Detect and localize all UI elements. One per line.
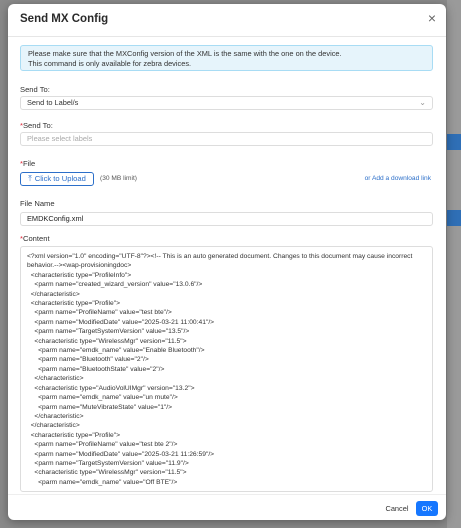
content-line: <parm name="ProfileName" value="test bte 2"/> — [27, 441, 178, 449]
backdrop-button — [447, 134, 461, 150]
send-to-labels-label-text: Send To: — [22, 121, 53, 130]
content-label: *Content — [20, 234, 50, 243]
send-mx-config-dialog — [8, 4, 446, 520]
backdrop-button — [447, 210, 461, 226]
upload-icon: ⤒ — [28, 174, 32, 183]
file-name-label: File Name — [20, 199, 55, 208]
content-line: <parm name="emdk_name" value="un mute"/> — [27, 394, 178, 402]
info-line-2: This command is only available for zebra devices. — [28, 59, 192, 68]
add-download-link[interactable]: or Add a download link — [364, 175, 431, 182]
upload-button[interactable] — [20, 172, 94, 186]
content-label-text: Content — [22, 234, 50, 243]
dialog-title: Send MX Config — [20, 13, 109, 25]
send-to-label: Send To: — [20, 85, 50, 94]
content-line: <?xml version="1.0" encoding="UTF-8"?><!-- This is an auto generated document. Changes to this document may cause incorrect — [27, 253, 413, 260]
content-line: </characteristic> — [27, 375, 84, 383]
info-alert — [20, 45, 433, 71]
content-line: <parm name="ModifiedDate" value="2025-03-21 11:00:41"/> — [27, 318, 215, 326]
file-name-input[interactable]: EMDKConfig.xml — [20, 212, 433, 226]
upload-limit: (30 MB limit) — [100, 175, 137, 182]
file-label: *File — [20, 159, 36, 168]
content-textarea[interactable] — [20, 246, 433, 492]
content-line: <characteristic type="Profile"> — [27, 431, 121, 439]
content-line: </characteristic> — [27, 412, 84, 420]
content-line: </characteristic> — [27, 290, 80, 298]
content-line: <characteristic type="WirelessMgr" version="11.5"> — [27, 469, 187, 477]
content-line: <characteristic type="AudioVolUIMgr" version="13.2"> — [27, 384, 195, 392]
send-to-labels-label: *Send To: — [20, 121, 53, 130]
cancel-button[interactable]: Cancel — [382, 501, 412, 516]
file-label-text: File — [22, 159, 36, 168]
send-to-select[interactable] — [20, 96, 433, 110]
content-line: <parm name="TargetSystemVersion" value="11.9"/> — [27, 459, 189, 467]
content-line: <parm name="TargetSystemVersion" value="13.5"/> — [27, 328, 190, 336]
close-icon[interactable]: × — [427, 10, 436, 26]
send-to-value: Send to Label/s — [27, 98, 79, 107]
content-line: <parm name="Bluetooth" value="2"/> — [27, 356, 149, 364]
labels-select[interactable] — [20, 132, 433, 146]
dialog-header — [8, 4, 446, 37]
content-line: <parm name="emdk_name" value="Enable Bluetooth"/> — [27, 347, 205, 355]
content-line: <parm name="ModifiedDate" value="2025-03-21 11:26:59"/> — [27, 450, 215, 458]
content-line: <parm name="ProfileName" value="test bte"/> — [27, 309, 172, 317]
info-line-1: Please make sure that the MXConfig version of the XML is the same with the one on the device. — [28, 49, 342, 58]
content-line: <characteristic type="Profile"> — [27, 300, 121, 308]
content-line: </characteristic> — [27, 422, 80, 430]
chevron-down-icon: ⌄ — [419, 98, 426, 107]
backdrop — [447, 0, 461, 528]
content-line: <parm name="MuteVibrateState" value="1"/> — [27, 403, 173, 411]
content-line: <characteristic type="ProfileInfo"> — [27, 271, 132, 279]
dialog-footer — [8, 494, 446, 520]
content-line: <parm name="emdk_name" value="Off BTE"/> — [27, 478, 178, 486]
content-line: <characteristic type="WirelessMgr" version="11.5"> — [27, 337, 187, 345]
content-line: behavior.--><wap-provisioningdoc> — [27, 262, 132, 270]
content-line: <parm name="BluetoothState" value="2"/> — [27, 365, 165, 373]
labels-placeholder: Please select labels — [27, 134, 93, 143]
content-line: <parm name="created_wizard_version" value="13.0.6"/> — [27, 281, 203, 289]
ok-button[interactable]: OK — [416, 501, 438, 516]
upload-button-label: Click to Upload — [34, 174, 86, 183]
